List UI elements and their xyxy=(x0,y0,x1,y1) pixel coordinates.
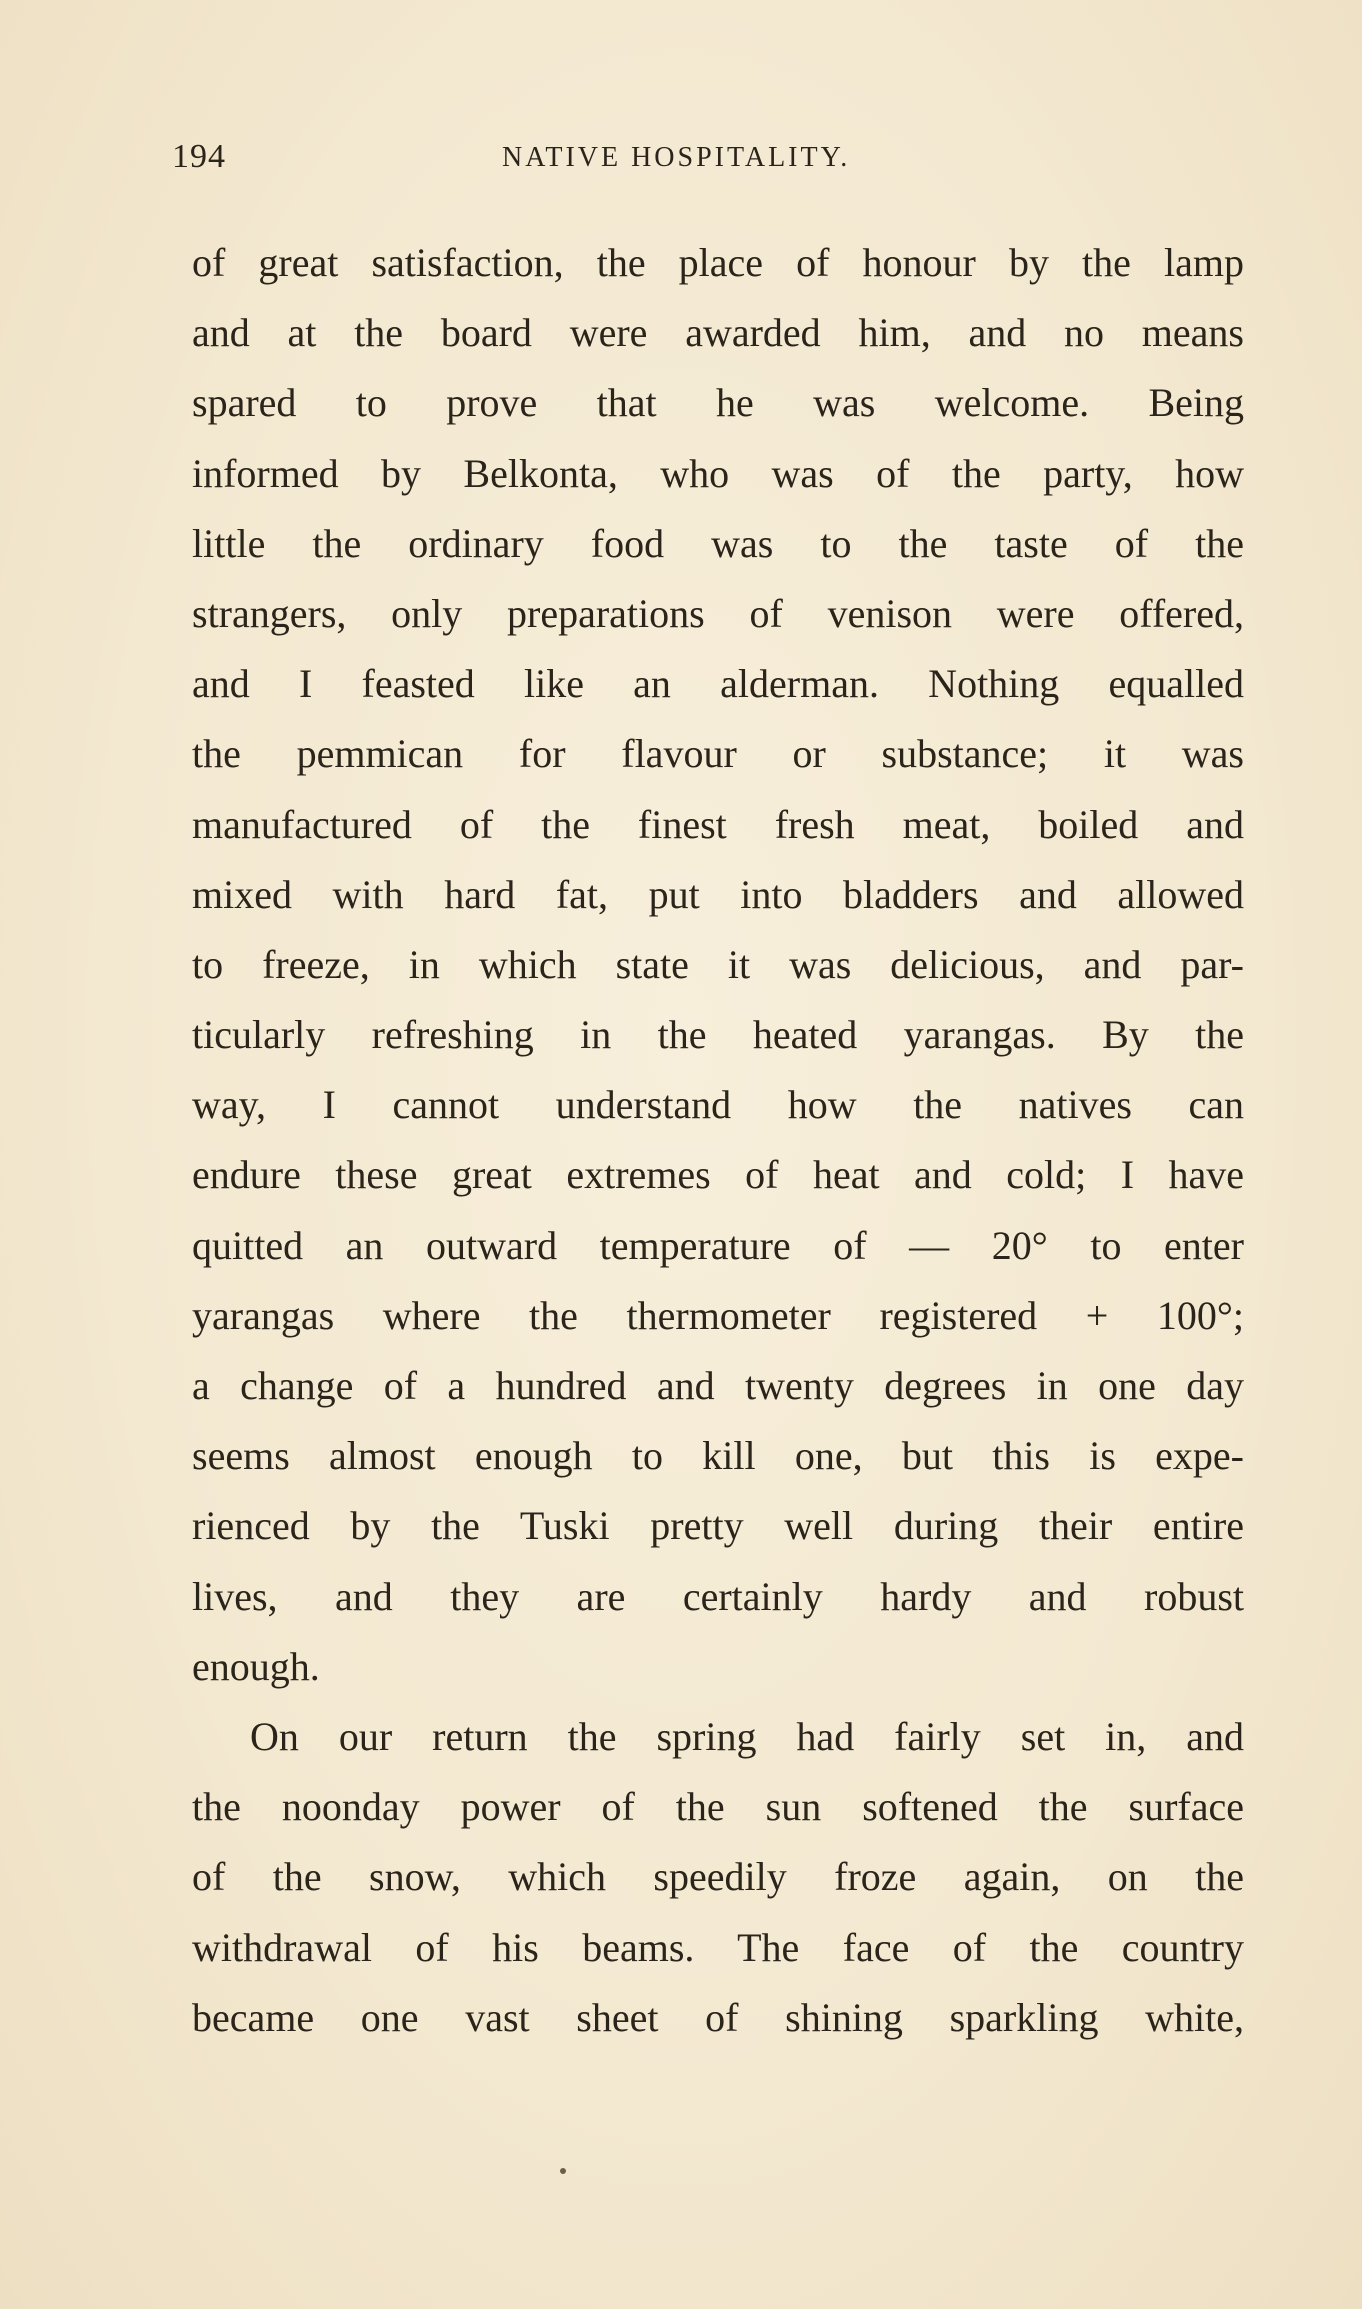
text-line: a change of a hundred and twenty degrees in one day xyxy=(192,1363,1244,1408)
text-line: and at the board were awarded him, and no means xyxy=(192,310,1244,356)
text-line: On our return the spring had fairly set in, and xyxy=(250,1713,1244,1759)
text-line: lives, and they are certainly hardy and robust xyxy=(192,1573,1244,1619)
text-line: the pemmican for flavour or substance; it was xyxy=(192,731,1244,777)
text-line: of the snow, which speedily froze again, on the xyxy=(192,1854,1244,1900)
ink-speck xyxy=(560,2168,566,2174)
running-head xyxy=(172,138,1252,178)
text-line: and I feasted like an alderman. Nothing equalled xyxy=(192,661,1244,707)
text-line: seems almost enough to kill one, but this is expe- xyxy=(192,1433,1244,1479)
running-title: NATIVE HOSPITALITY. xyxy=(502,142,851,173)
text-line: to freeze, in which state it was delicious, and par- xyxy=(192,941,1244,987)
body-text xyxy=(192,228,1244,2053)
text-line: way, I cannot understand how the natives can xyxy=(192,1082,1244,1128)
text-line: spared to prove that he was welcome. Being xyxy=(192,380,1244,426)
text-line: quitted an outward temperature of — 20° to enter xyxy=(192,1222,1244,1268)
text-line: strangers, only preparations of venison were offered, xyxy=(192,590,1244,636)
text-line: became one vast sheet of shining sparkling white, xyxy=(192,1994,1244,2040)
text-line: rienced by the Tuski pretty well during their entire xyxy=(192,1503,1244,1549)
text-line: the noonday power of the sun softened the surface xyxy=(192,1784,1244,1830)
text-line: ticularly refreshing in the heated yarangas. By the xyxy=(192,1012,1244,1058)
paragraph xyxy=(192,1702,1244,2053)
text-line: withdrawal of his beams. The face of the country xyxy=(192,1924,1244,1970)
text-line: mixed with hard fat, put into bladders and allowed xyxy=(192,871,1244,917)
text-line: little the ordinary food was to the taste of the xyxy=(192,520,1244,566)
text-line: yarangas where the thermometer registered + 100°; xyxy=(192,1292,1244,1338)
text-line: endure these great extremes of heat and cold; I have xyxy=(192,1152,1244,1198)
page-number: 194 xyxy=(172,138,226,175)
text-line: manufactured of the finest fresh meat, boiled and xyxy=(192,801,1244,847)
text-line: enough. xyxy=(192,1643,320,1689)
paragraph xyxy=(192,228,1244,1702)
text-line: of great satisfaction, the place of honour by the lamp xyxy=(192,240,1244,285)
text-line: informed by Belkonta, who was of the party, how xyxy=(192,450,1244,496)
